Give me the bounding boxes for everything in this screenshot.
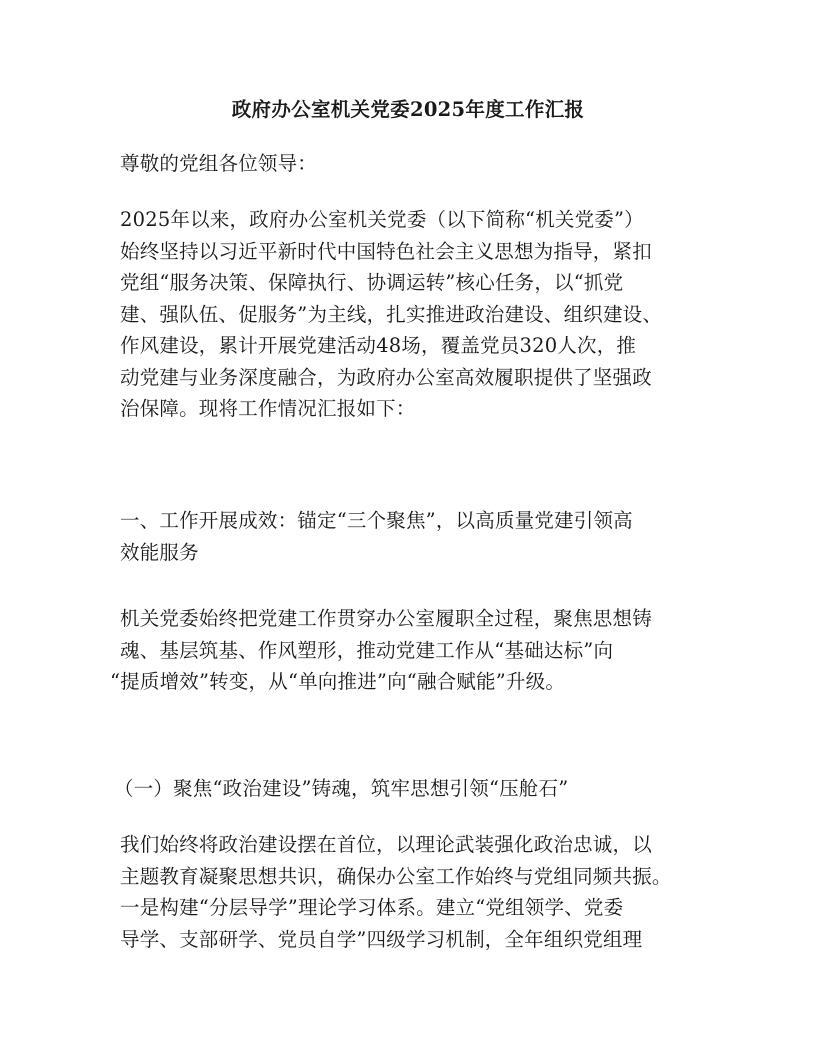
section-line: “提质增效”转变，从“单向推进”向“融合赋能”升级。: [110, 670, 566, 693]
section-paragraph: [110, 603, 705, 698]
subsection-heading: [114, 773, 699, 805]
intro-line: 党组“服务决策、保障执行、协调运转”核心任务，以“抓党: [120, 271, 624, 294]
subsection-heading-text: （一）聚焦“政治建设”铸魂，筑牢思想引领“压舱石”: [114, 777, 569, 800]
intro-line: 建、强队伍、促服务”为主线，扎实推进政治建设、组织建设、: [120, 302, 663, 326]
salutation: [120, 148, 705, 180]
section-heading-line: 效能服务: [120, 540, 199, 564]
intro-line: 始终坚持以习近平新时代中国特色社会主义思想为指导，紧扣: [120, 239, 652, 263]
subsection-paragraph: [120, 829, 705, 955]
document-title: 政府办公室机关党委2025年度工作汇报: [231, 98, 585, 121]
intro-line: 治保障。现将工作情况汇报如下：: [120, 397, 416, 420]
subsection-line: 一是构建“分层导学”理论学习体系。建立“党组领学、党委: [120, 896, 624, 919]
salutation-text: 尊敬的党组各位领导：: [120, 152, 318, 175]
intro-line: 2025年以来，政府办公室机关党委（以下简称“机关党委”）: [120, 208, 644, 231]
subsection-line: 主题教育凝聚思想共识，确保办公室工作始终与党组同频共振。: [120, 864, 672, 888]
section-heading-line: 一、工作开展成效：锚定“三个聚焦”，以高质量党建引领高: [120, 509, 633, 532]
section-heading: [120, 505, 705, 568]
subsection-line: 我们始终将政治建设摆在首位，以理论武装强化政治忠诚，以: [120, 833, 652, 856]
intro-line: 动党建与业务深度融合，为政府办公室高效履职提供了坚强政: [120, 365, 652, 389]
section-line: 魂、基层筑基、作风塑形，推动党建工作从“基础达标”向: [120, 638, 614, 662]
subsection-line: 导学、支部研学、党员自学”四级学习机制，全年组织党组理: [120, 927, 643, 951]
section-line: 机关党委始终把党建工作贯穿办公室履职全过程，聚焦思想铸: [120, 607, 652, 630]
intro-line: 作风建设，累计开展党建活动48场，覆盖党员320人次，推: [120, 334, 637, 357]
intro-paragraph: [120, 204, 705, 425]
